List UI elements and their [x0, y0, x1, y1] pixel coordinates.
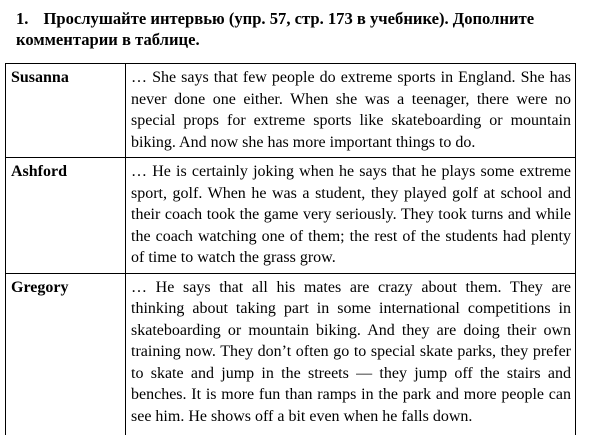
table-row	[6, 64, 576, 158]
speaker-comment: … He says that all his mates are crazy about them. They are thinking about taking part in some international competitions in skateboarding or mountain biking. And they are doing their own training now. They don’t often go to special skate parks, they prefer to skate and jump in the streets — they jump off the stairs and benches. It is more fun than ramps in the park and more people can see him. He shows off a bit even when he falls down.	[126, 273, 576, 435]
task-number: 1.	[16, 9, 29, 28]
speaker-name: Ashford	[6, 158, 126, 274]
table-row	[6, 158, 576, 274]
task-instruction: Прослушайте интервью (упр. 57, стр. 173 в учебнике). Дополните комментарии в таблице.	[16, 9, 535, 49]
comments-table	[5, 63, 576, 435]
speaker-name: Susanna	[6, 64, 126, 158]
task-heading	[16, 8, 586, 50]
table-row	[6, 273, 576, 435]
speaker-name: Gregory	[6, 273, 126, 435]
speaker-comment: … He is certainly joking when he says that he plays some extreme sport, golf. When he was a student, they played golf at school and their coach took the game very seriously. They took turns and while the coach watching one of them; the rest of the students had plenty of time to watch the grass grow.	[126, 158, 576, 274]
speaker-comment: … She says that few people do extreme sports in England. She has never done one either. When she was a teenager, there were no special props for extreme sports like skateboarding or mountain biking. And now she has more important things to do.	[126, 64, 576, 158]
